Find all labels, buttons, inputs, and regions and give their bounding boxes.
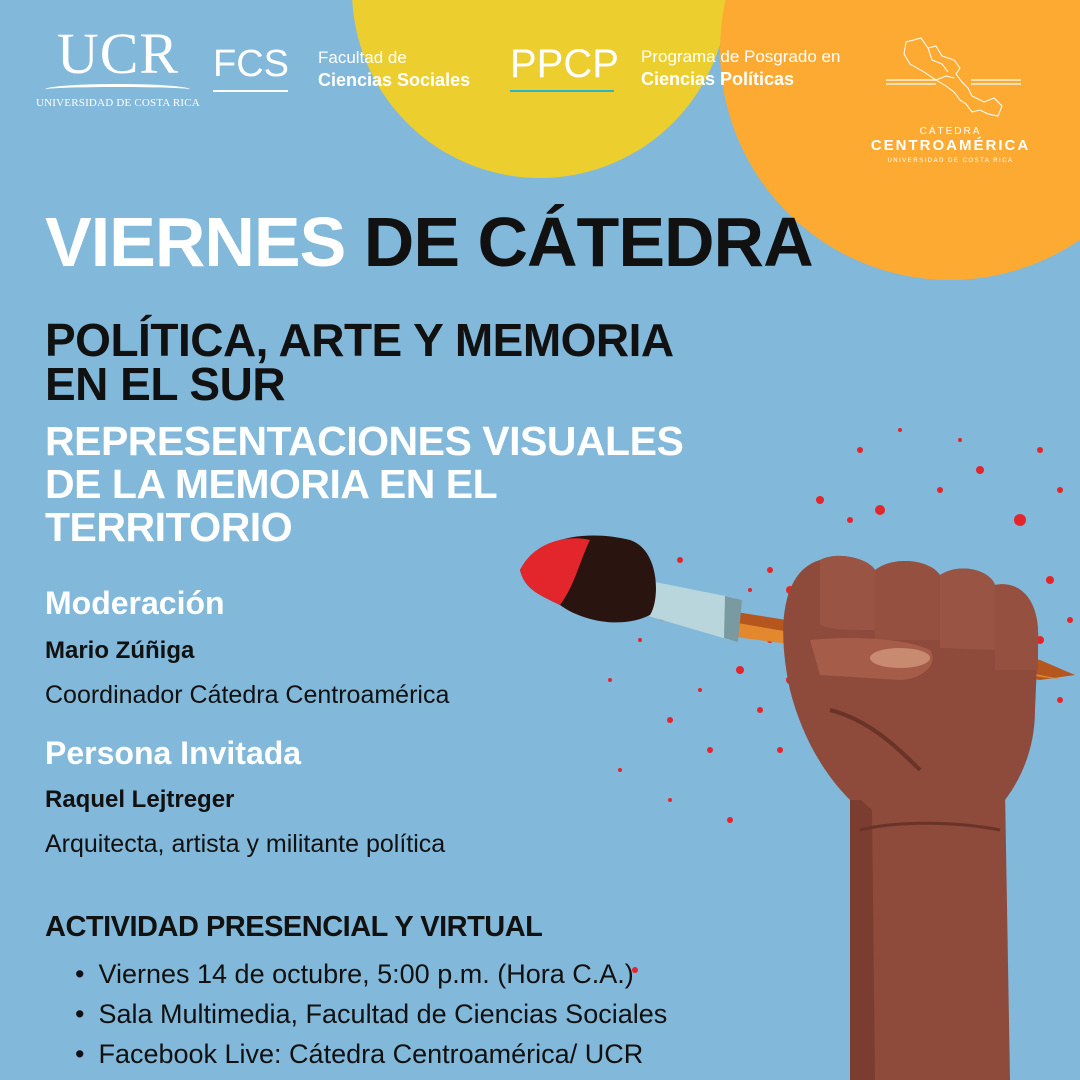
activity-details-list [75, 954, 667, 1074]
moderator-name: Mario Zúñiga [45, 637, 195, 664]
ppcp-logo [510, 42, 619, 92]
fcs-logo [213, 44, 289, 92]
event-title-line1: POLÍTICA, ARTE Y MEMORIA [45, 314, 674, 366]
activity-date-time: • Viernes 14 de octubre, 5:00 p.m. (Hora C.A.) [75, 954, 667, 994]
guest-name: Raquel Lejtreger [45, 786, 235, 813]
fcs-acronym: FCS [213, 43, 289, 85]
ppcp-acronym: PPCP [510, 42, 619, 86]
series-title-word2: DE CÁTEDRA [363, 203, 813, 281]
ppcp-name-line1: Programa de Posgrado en [641, 47, 841, 66]
series-title-word1: VIERNES [45, 203, 346, 281]
fcs-name-line1: Facultad de [318, 48, 407, 67]
ppcp-name [641, 46, 840, 91]
moderation-heading: Moderación [45, 585, 225, 621]
catedra-university-label: UNIVERSIDAD DE COSTA RICA [887, 158, 1014, 164]
event-subtitle-line3: TERRITORIO [45, 504, 293, 550]
fcs-name [318, 47, 470, 92]
fcs-underline [213, 90, 288, 92]
catedra-centroamerica-logo [868, 34, 1033, 164]
event-title-line2: EN EL SUR [45, 358, 286, 410]
activity-location: • Sala Multimedia, Facultad de Ciencias Sociales [75, 994, 667, 1034]
ucr-logo [36, 21, 200, 109]
guest-role: Arquitecta, artista y militante política [45, 830, 446, 858]
ppcp-underline [510, 90, 614, 92]
event-subtitle-line2: DE LA MEMORIA EN EL [45, 461, 498, 507]
catedra-label: CÁTEDRA [919, 126, 982, 137]
centroamerica-label: CENTROAMÉRICA [870, 137, 1031, 154]
fcs-name-line2: Ciencias Sociales [318, 70, 471, 90]
series-title [45, 202, 813, 282]
ppcp-name-line2: Ciencias Políticas [641, 69, 795, 89]
moderator-role: Coordinador Cátedra Centroamérica [45, 681, 450, 709]
ucr-name: UNIVERSIDAD DE COSTA RICA [36, 97, 200, 109]
guest-heading: Persona Invitada [45, 735, 302, 771]
activity-livestream: • Facebook Live: Cátedra Centroamérica/ UCR [75, 1034, 667, 1074]
central-america-map-icon [876, 34, 1026, 122]
activity-heading: ACTIVIDAD PRESENCIAL Y VIRTUAL [45, 911, 543, 943]
event-subtitle-line1: REPRESENTACIONES VISUALES [45, 418, 684, 464]
ucr-acronym: UCR [56, 21, 180, 86]
